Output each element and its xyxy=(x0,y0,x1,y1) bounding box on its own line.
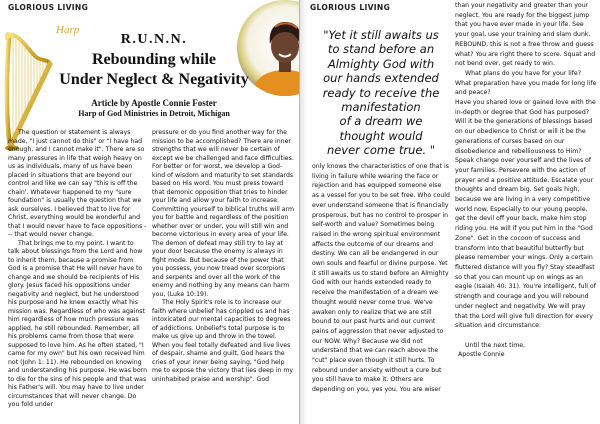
author-byline: Article by Apostle Connie Foster xyxy=(91,98,217,108)
article-byline xyxy=(38,98,270,119)
article-paragraph: That brings me to my point. I want to talk about blessings from the Lord and how to inherit them, because a promise from God is a promise that He will never have to change and we should be recipients of His glory. Jesus faced his oppositions under negativity and neglect, but he understood his purpose and he knew exactly what his mission was. Regardless of who was against him regardless of how much pressure was applied, he still rebounded. Remember, all his problems came from those that were supposed to love him. As he often stated, "I came for my own" but his own received him not (John 1: 11). He rebounded on knowing and understanding his purpose. He was born to die for the sins of his people and that was his Father's will. You may have to live under circumstances that will never change. Do you fold under xyxy=(8,239,147,408)
signoff xyxy=(455,341,597,360)
title-line-2: Under Neglect & Negativity xyxy=(59,71,249,88)
article-column-1 xyxy=(8,129,147,423)
harp-script-label: Harp xyxy=(56,24,80,36)
title-line-1: Rebounding while xyxy=(91,51,217,68)
article-paragraph: pressure or do you find another way for the mission to be accomplished? There are inner strengths that we will never be certain of except we be challenged and face difficulties. For better or for worst, we develop a God-kind of wisdom and maturity to set standards based on His word. You must press toward that demonic opposition that tries to hinder your life and allow your faith to increase. Committing yourself to biblical truths will arm you for battle and regardless of the position whether over or under, you will still win and become victorious in every area of your life. The demon of defeat may still try to lay at your door because the enemy is always in fight mode. But because of the power that you possess, you now tread over scorpions and serpents and over all the work of the enemy and nothing by any means can harm you, (Luke 10:19). xyxy=(152,129,294,298)
title-acronym: R.U.N.N. xyxy=(120,32,188,47)
magazine-header: GLORIOUS LIVING xyxy=(8,3,89,12)
pull-quote: "Yet it still awaits us to stand before an Almighty God with our hands extended ready to receive the manifestation of a dream we thought would never come true. " xyxy=(322,28,440,158)
article-column-4 xyxy=(455,1,597,421)
article-paragraph: Have you shared love or gained love with the in-depth or degree that God has purposed? Will it be the generations of blessings based on our obedience to Christ or will it be the generations of curses based on our disobedience and rebelliousness to Him? Speak change over yourself and the lives of your families. Persevere with the action of prayer and a positive attitude. Escalate your thoughts and dream big. Set goals high, because we are living in a very competitive world now. Especially to our young people, get the devil off your back, make him stop riding you. He will if you put him in the "God Zone". Get in the cocoon of success and transform into that beautiful butterfly but please remember your wings. Only a certain fluttered distance will you fly? Stay steadfast so that you can mount up on wings as an eagle (Isaiah 40: 31). You're intelligent, full of strength and courage and you will rebound under neglect and negativity. We will pray that the Lord will give full direction for every situation and circumstance. xyxy=(455,99,596,330)
article-paragraph: The Holy Spirit's role is to increase our faith where unbelief has crippled us and has intoxicated our mental capacities to degrees of addictions. Unbelief's total purpose is to make us give up and throw in the towel. When you feel totally defeated and live lives of despair, shame and guilt, God hears the cries of your inner being saying, "God help me to expose the victory that lies deep in my uninhabited praise and worship". God xyxy=(152,299,294,383)
article-column-3 xyxy=(312,162,450,420)
right-page xyxy=(300,0,600,424)
article-title xyxy=(38,30,270,90)
article-paragraph: only knows the characteristics of one that is living in failure while wearing the face or rejection and has equipped someone else as a vessel for you to be set free. Who could ever understand someone that is financially prosperous, but has no control to prosper in self-worth and value? Sometimes being raised in the wrong spiritual environment affects the outcome of our dreams and destiny. We can all be endangered in our own souls and fearful or divine purpose. Yet it still awaits us to stand before an Almighty God with our hands extended ready to receive the manifestation of a dream we thought would never come true. We've awaken only to realize that we are still bound to our past hurts and our current pains of aggression that never adjusted to our NOW. Why? Because we did not understand that we can reach above the "cut" place even though it still hurts. To rebound under anxiety without a cure but you still have to make it. Others are depending on you, yes you. You are wiser xyxy=(312,163,450,394)
article-paragraph: What plans do you have for your life? What preparation have you made for long life and peace? xyxy=(455,69,597,97)
article-column-2 xyxy=(152,129,294,423)
article-paragraph: than your negativity and greater than your neglect. You are ready for the biggest jump that you have ever made in your life. See your goal, use your training and slam dunk. REBOUND, this is not a free throw and guess what? You are right there to score. Squat and not bend over, get ready to win. xyxy=(455,2,596,68)
article-paragraph: The question or statement is always made, "I just cannot do this" or "I have had enough, and I cannot make it". There are so many pressures in life that weigh heavy on us as individuals, many of us have been placed in situations that are beyond our control and like we can say "this is off the chain'. Whatever happened to my "sure foundation" is usually the question that we ask ourselves. I believed that to live for Christ, everything would be wonderful and that I would never have to face oppositions --- that would never change. xyxy=(8,129,147,238)
signoff-name: Apostle Connie xyxy=(458,351,505,359)
ministry-byline: Harp of God Ministries in Detroit, Michigan xyxy=(78,109,230,118)
page-spine xyxy=(299,0,300,424)
signoff-line: Until the next time, xyxy=(465,341,526,349)
magazine-header: GLORIOUS LIVING xyxy=(310,3,391,12)
